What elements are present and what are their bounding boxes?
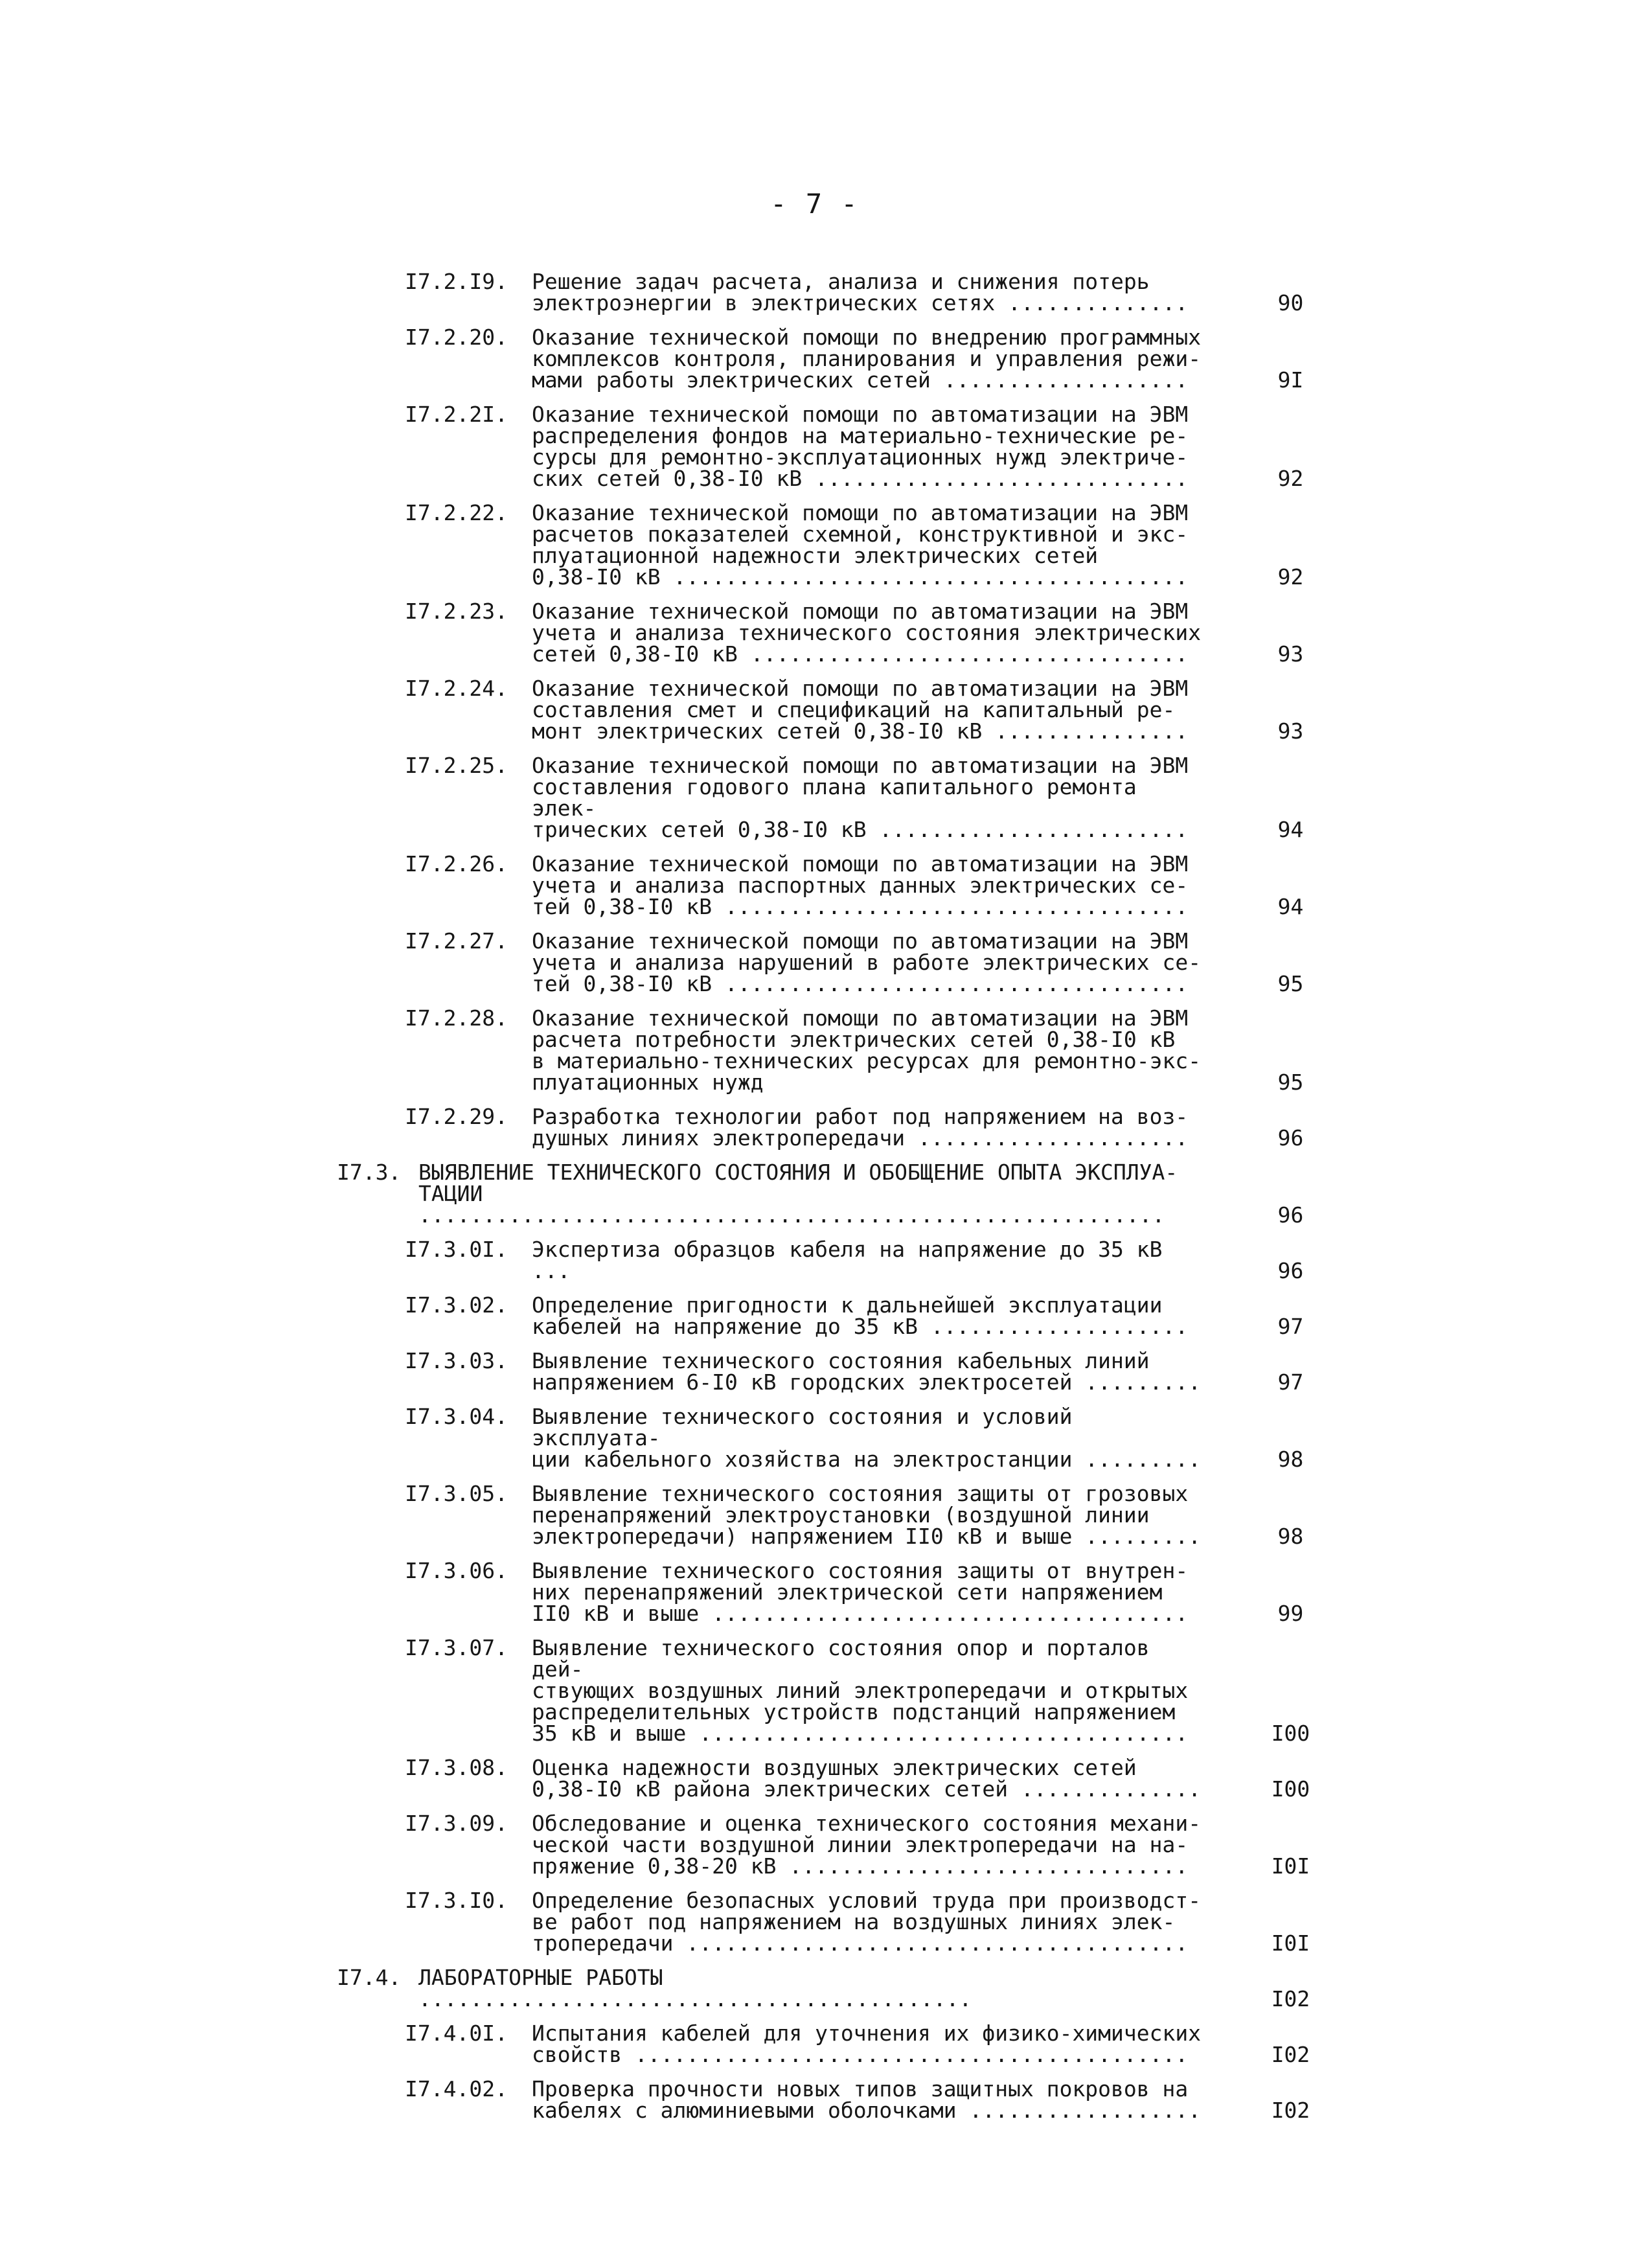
entry-page: 93 — [1277, 641, 1304, 667]
entry-page: 93 — [1277, 718, 1304, 744]
toc-entry — [405, 1106, 1321, 1149]
entry-page: 98 — [1277, 1447, 1304, 1472]
entry-title: Выявление технического состояния защиты от грозовых перенапряжений электроустановки (воздушной линии электропередачи) напряжением II0 кВ и выше ......... — [532, 1481, 1202, 1549]
entry-page: I02 — [1271, 2098, 1310, 2123]
entry-number: I7.3.05. — [405, 1481, 508, 1506]
entry-page: 96 — [1277, 1125, 1304, 1151]
entry-title: Решение задач расчета, анализа и снижения потерь электроэнергии в электрических сетях .............. — [532, 269, 1189, 315]
toc-entry — [405, 1007, 1321, 1093]
entry-number: I7.3.08. — [405, 1755, 508, 1780]
section-page: I02 — [1271, 1986, 1310, 2011]
entry-title: Оказание технической помощи по автоматизации на ЭВМ учета и анализа нарушений в работе электрических се- тей 0,38-I0 кВ .................................... — [532, 928, 1202, 996]
entry-number: I7.2.I9. — [405, 269, 508, 294]
entry-number: I7.3.03. — [405, 1348, 508, 1373]
entry-title: Определение безопасных условий труда при производст- ве работ под напряжением на воздушных линиях элек- тропередачи ....................................... — [532, 1888, 1202, 1956]
entry-title: Оценка надежности воздушных электрических сетей 0,38-I0 кВ района электрических сетей .............. — [532, 1755, 1202, 1802]
toc-entry — [405, 1637, 1321, 1744]
entry-page: 95 — [1277, 1070, 1304, 1095]
entry-number: I7.2.29. — [405, 1104, 508, 1129]
entry-number: I7.3.0I. — [405, 1237, 508, 1262]
entry-number: I7.2.24. — [405, 676, 508, 701]
entry-title: Выявление технического состояния и условий эксплуата- ции кабельного хозяйства на электростанции ......... — [532, 1404, 1202, 1472]
entry-page: 92 — [1277, 564, 1304, 590]
entry-title: Испытания кабелей для уточнения их физико-химических свойств ........................................... — [532, 2021, 1202, 2067]
toc-entry — [405, 326, 1321, 391]
entry-title: Оказание технической помощи по автоматизации на ЭВМ составления годового плана капитального ремонта элек- трических сетей 0,38-I0 кВ ........................ — [532, 753, 1189, 842]
entry-page: 92 — [1277, 466, 1304, 491]
toc-entry — [405, 678, 1321, 742]
entry-page: 9I — [1277, 367, 1304, 393]
entry-number: I7.2.23. — [405, 599, 508, 624]
toc-section — [337, 1162, 1321, 1226]
entry-number: I7.4.02. — [405, 2076, 508, 2102]
entry-title: Обследование и оценка технического состояния механи- ческой части воздушной линии электропередачи на на- пряжение 0,38-20 кВ ............................... — [532, 1811, 1202, 1879]
entry-page: I0I — [1271, 1930, 1310, 1956]
entry-title: Разработка технологии работ под напряжением на воз- душных линиях электропередачи ..................... — [532, 1104, 1189, 1151]
entry-number: I7.3.I0. — [405, 1888, 508, 1913]
entry-page: 97 — [1277, 1369, 1304, 1395]
entry-number: I7.2.20. — [405, 325, 508, 350]
entry-number: I7.3.09. — [405, 1811, 508, 1836]
entry-page: I00 — [1271, 1776, 1310, 1802]
entry-title: Экспертиза образцов кабеля на напряжение до 35 кВ ... — [532, 1237, 1163, 1283]
entry-number: I7.3.06. — [405, 1558, 508, 1583]
section-number: I7.3. — [337, 1160, 402, 1185]
entry-page: I0I — [1271, 1853, 1310, 1879]
entry-page: 95 — [1277, 971, 1304, 996]
entry-page: I00 — [1271, 1721, 1310, 1746]
page-number: - 7 - — [770, 188, 859, 220]
toc-entry — [405, 853, 1321, 917]
toc-entry — [405, 930, 1321, 994]
entry-number: I7.2.27. — [405, 928, 508, 954]
entry-number: I7.4.0I. — [405, 2021, 508, 2046]
section-title: ЛАБОРАТОРНЫЕ РАБОТЫ ........................................... — [418, 1965, 972, 2011]
toc-entry — [405, 271, 1321, 314]
entry-number: I7.2.28. — [405, 1005, 508, 1031]
entry-number: I7.2.2I. — [405, 402, 508, 427]
entry-title: Выявление технического состояния защиты от внутрен- них перенапряжений электрической сети напряжением II0 кВ и выше ..................................... — [532, 1558, 1189, 1626]
entry-title: Выявление технического состояния опор и порталов дей- ствующих воздушных линий электропередачи и открытых распределительных устройств подстанций напряжением 35 кВ и выше ...................................... — [532, 1635, 1189, 1746]
entry-page: I02 — [1271, 2042, 1310, 2067]
entry-page: 90 — [1277, 290, 1304, 315]
toc-entry — [405, 404, 1321, 489]
section-title: ВЫЯВЛЕНИЕ ТЕХНИЧЕСКОГО СОСТОЯНИЯ И ОБОБЩЕНИЕ ОПЫТА ЭКСПЛУА- ТАЦИИ .......................................................... — [418, 1160, 1178, 1228]
entry-number: I7.2.26. — [405, 851, 508, 876]
entry-title: Выявление технического состояния кабельных линий напряжением 6-I0 кВ городских электросетей ......... — [532, 1348, 1202, 1395]
entry-number: I7.2.22. — [405, 500, 508, 525]
entry-title: Проверка прочности новых типов защитных покровов на кабелях с алюминиевыми оболочками .................. — [532, 2076, 1202, 2123]
entry-number: I7.3.04. — [405, 1404, 508, 1429]
toc-entry — [405, 1560, 1321, 1624]
entry-page: 98 — [1277, 1524, 1304, 1549]
section-page: 96 — [1277, 1202, 1304, 1228]
toc-entry — [405, 1757, 1321, 1800]
entry-page: 94 — [1277, 817, 1304, 842]
toc-entry — [405, 601, 1321, 665]
entry-number: I7.3.07. — [405, 1635, 508, 1660]
toc-entry — [405, 1294, 1321, 1337]
toc-entry — [405, 2078, 1321, 2121]
entry-title: Оказание технической помощи по автоматизации на ЭВМ распределения фондов на материально-технические ре- сурсы для ремонтно-эксплуатационных нужд электриче- ских сетей 0,38-I0 кВ ............................. — [532, 402, 1189, 491]
toc-entry — [405, 1890, 1321, 1954]
entry-title: Оказание технической помощи по внедрению программных комплексов контроля, планирования и управления режи- мами работы электрических сетей ................... — [532, 325, 1202, 393]
entry-page: 96 — [1277, 1258, 1304, 1283]
entry-title: Оказание технической помощи по автоматизации на ЭВМ учета и анализа технического состояния электрических сетей 0,38-I0 кВ .................................. — [532, 599, 1202, 667]
toc-entry — [405, 1239, 1321, 1281]
entry-title: Определение пригодности к дальнейшей эксплуатации кабелей на напряжение до 35 кВ .................... — [532, 1292, 1189, 1339]
toc-section — [337, 1967, 1321, 2010]
toc-entry — [405, 1406, 1321, 1470]
entry-title: Оказание технической помощи по автоматизации на ЭВМ составления смет и спецификаций на капитальный ре- монт электрических сетей 0,38-I0 кВ ............... — [532, 676, 1189, 744]
toc-entry — [405, 502, 1321, 588]
entry-number: I7.3.02. — [405, 1292, 508, 1318]
toc-entry — [405, 1813, 1321, 1877]
entry-title: Оказание технической помощи по автоматизации на ЭВМ расчетов показателей схемной, конструктивной и экс- плуатационной надежности электрических сетей 0,38-I0 кВ ........................................ — [532, 500, 1189, 590]
entry-title: Оказание технической помощи по автоматизации на ЭВМ расчета потребности электрических сетей 0,38-I0 кВ в материально-технических ресурсах для ремонтно-экс- плуатационных нужд — [532, 1005, 1202, 1095]
entry-title: Оказание технической помощи по автоматизации на ЭВМ учета и анализа паспортных данных электрических се- тей 0,38-I0 кВ .................................... — [532, 851, 1189, 919]
toc-entry — [405, 2022, 1321, 2065]
entry-page: 94 — [1277, 894, 1304, 919]
toc-entry — [405, 755, 1321, 840]
entry-page: 97 — [1277, 1314, 1304, 1339]
toc-entry — [405, 1350, 1321, 1393]
section-number: I7.4. — [337, 1965, 402, 1990]
entry-number: I7.2.25. — [405, 753, 508, 778]
toc-entry — [405, 1483, 1321, 1547]
table-of-contents — [337, 271, 1321, 2121]
entry-page: 99 — [1277, 1601, 1304, 1626]
